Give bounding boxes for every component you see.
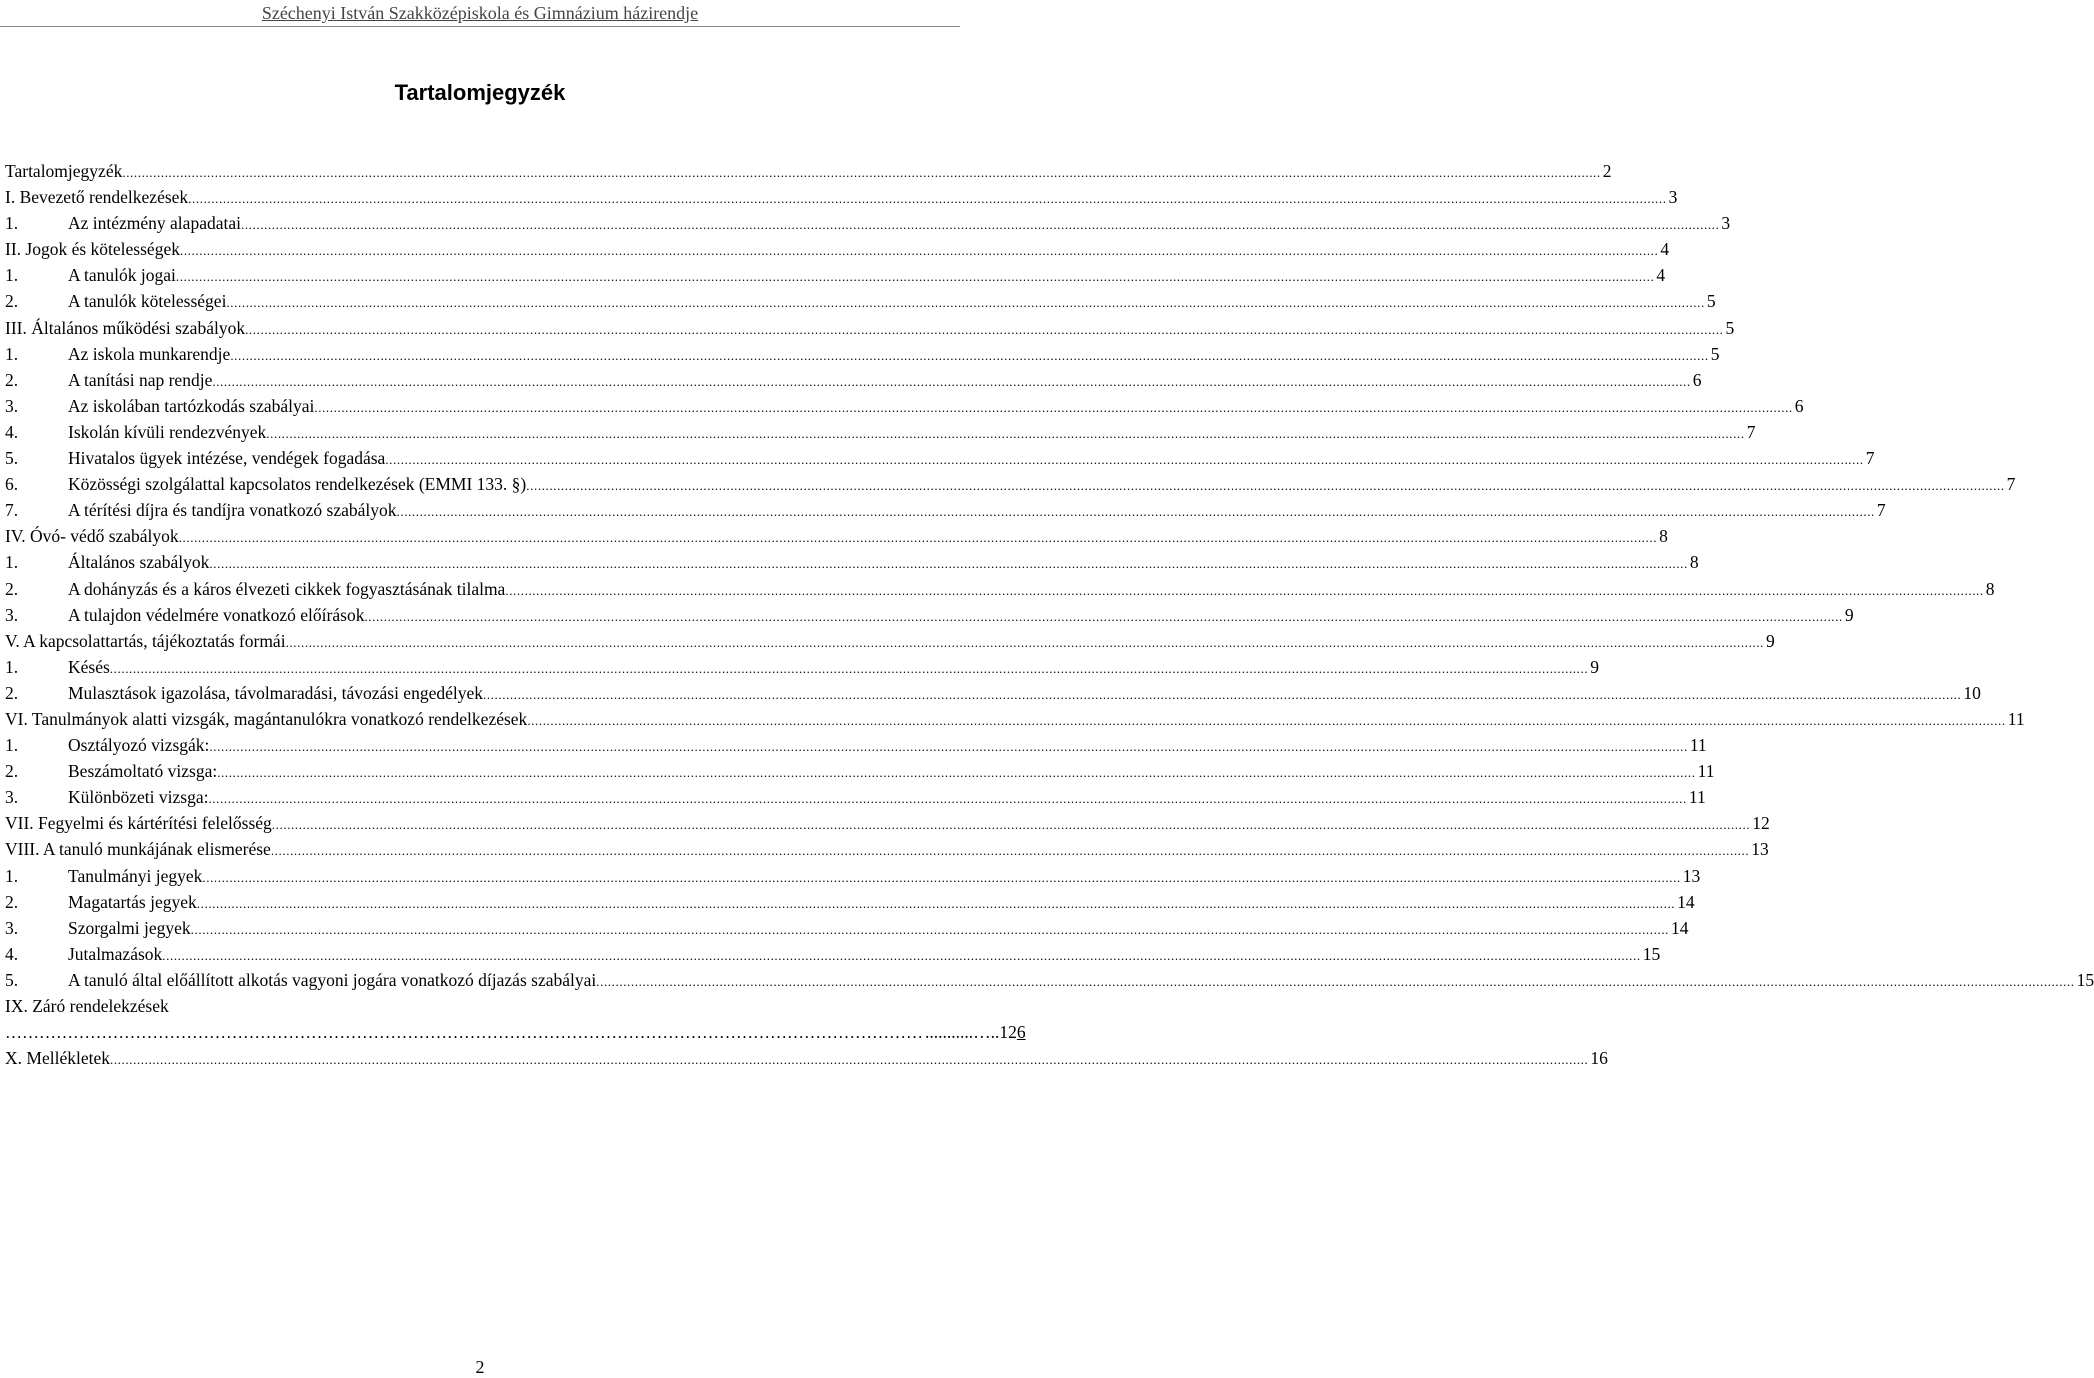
toc-page-prefix: ...........…..12: [925, 1022, 1017, 1043]
toc-entry-label: Szorgalmi jegyek: [68, 917, 191, 938]
toc-entry-label: A tanulók jogai: [68, 265, 176, 286]
toc-entry-number: 2.: [5, 578, 19, 599]
toc-entry-page: 6: [1692, 369, 1702, 390]
toc-leader-dots: [266, 421, 1744, 447]
toc-entry-label: Tanulmányi jegyek: [68, 865, 203, 886]
toc-entry-label: VI. Tanulmányok alatti vizsgák, magántanulókra vonatkozó rendelkezések: [5, 708, 528, 729]
toc-entry[interactable]: [5, 497, 1886, 523]
toc-entry-number: 1.: [5, 213, 19, 234]
toc-entry-number: 4.: [5, 943, 19, 964]
toc-entry[interactable]: [5, 680, 1981, 706]
toc-entry-number: 2.: [5, 891, 19, 912]
toc-entry[interactable]: [5, 602, 1854, 628]
toc-entry-page: 16: [1590, 1048, 1608, 1069]
toc-entry-number: 1.: [5, 656, 19, 677]
toc-entry-label: V. A kapcsolattartás, tájékoztatás formái: [5, 630, 286, 651]
page-number: 2: [475, 1357, 485, 1377]
toc-leader-dots: [176, 264, 1654, 290]
toc-entry-page: 10: [1963, 682, 1981, 703]
toc-entry-number: 3.: [5, 395, 19, 416]
toc-leader-dots: [483, 682, 1961, 708]
toc-leader-dots: [314, 395, 1792, 421]
toc-leader-dots: [527, 708, 2005, 734]
toc-entry[interactable]: [5, 367, 1702, 393]
toc-entry-label: Hivatalos ügyek intézése, vendégek fogadása: [68, 448, 386, 469]
toc-entry[interactable]: [5, 471, 2016, 497]
toc-leader-dots: [364, 604, 1842, 630]
toc-entry-page: 8: [1689, 552, 1699, 573]
toc-entry[interactable]: [5, 993, 857, 1019]
toc-leader-dots: [286, 630, 1764, 656]
toc-entry-label: Beszámoltató vizsga:: [68, 761, 218, 782]
toc-entry[interactable]: [5, 706, 2025, 732]
toc-leader-dots: [188, 186, 1666, 212]
toc-entry[interactable]: [5, 549, 1699, 575]
toc-entry-page: 3: [1668, 187, 1678, 208]
toc-entry-label: A tanulók kötelességei: [68, 291, 227, 312]
toc-entry[interactable]: [5, 836, 1769, 862]
toc-entry-page: 12: [1752, 813, 1770, 834]
toc-entry-page: 4: [1656, 265, 1666, 286]
toc-entry-label: Általános szabályok: [68, 552, 210, 573]
toc-entry[interactable]: [5, 1045, 1608, 1071]
toc-title: Tartalomjegyzék: [394, 80, 566, 105]
toc-leader-dots: [226, 290, 1704, 316]
toc-leader-dots: [162, 943, 1640, 969]
toc-entry-page: 14: [1671, 917, 1689, 938]
toc-entry-number: 2.: [5, 761, 19, 782]
toc-entry[interactable]: [5, 915, 1689, 941]
toc-leader-dots: [217, 760, 1695, 786]
toc-entry[interactable]: [5, 758, 1715, 784]
toc-entry-label: A tulajdon védelmére vonatkozó előírások: [68, 604, 365, 625]
toc-entry-page: 15: [1642, 943, 1661, 964]
toc-entry-page: 5: [1706, 291, 1716, 312]
toc-entry-page: 2: [1602, 161, 1612, 181]
toc-entry-page: 14: [1677, 891, 1695, 912]
toc-entry-page: 11: [2007, 708, 2025, 729]
toc-entry-page: 13: [1751, 839, 1769, 860]
toc-leader-dots: [271, 838, 1749, 864]
table-of-contents: [5, 158, 2094, 1071]
toc-entry-label: Közösségi szolgálattal kapcsolatos rendelkezések (EMMI 133. §): [68, 474, 527, 495]
toc-entry-label: Osztályozó vizsgák:: [68, 735, 210, 756]
toc-entry-page: 5: [1725, 317, 1735, 338]
toc-leader-dots: [191, 917, 1669, 943]
toc-entry[interactable]: [5, 967, 2094, 993]
toc-entry[interactable]: [5, 445, 1875, 471]
toc-entry-page: 7: [1876, 500, 1886, 521]
toc-entry[interactable]: [5, 732, 1707, 758]
toc-entry-number: 3.: [5, 604, 19, 625]
toc-entry-page: 9: [1590, 656, 1599, 677]
toc-entry[interactable]: [5, 315, 1735, 341]
toc-leader-dots: [110, 1047, 1588, 1073]
toc-entry[interactable]: [5, 628, 1775, 654]
toc-entry-number: 2.: [5, 291, 19, 312]
toc-entry-number: 5.: [5, 969, 19, 990]
toc-entry-page: [923, 1019, 1026, 1045]
toc-entry[interactable]: [5, 523, 1668, 549]
toc-entry-label: Különbözeti vizsga:: [68, 787, 209, 808]
toc-entry[interactable]: [5, 863, 1701, 889]
toc-entry[interactable]: [5, 784, 1706, 810]
toc-entry-label: II. Jogok és kötelességek: [5, 239, 180, 260]
toc-entry[interactable]: [5, 393, 1804, 419]
toc-entry-page: 11: [1688, 787, 1706, 808]
toc-entry[interactable]: [5, 889, 1695, 915]
toc-leader-dots: [397, 499, 1875, 525]
toc-leader-dots: [272, 812, 1750, 838]
toc-entry-label: Magatartás jegyek: [68, 891, 197, 912]
toc-leader-dots: [596, 969, 2074, 995]
toc-leader-dots: [212, 369, 1690, 395]
toc-entry-label: A tanuló által előállított alkotás vagyoni jogára vonatkozó díjazás szabályai: [68, 969, 597, 990]
toc-entry[interactable]: [5, 184, 1678, 210]
toc-leader-dots: [202, 865, 1680, 891]
toc-entry-number: 3.: [5, 917, 19, 938]
toc-leader-dots: [505, 578, 1983, 604]
toc-leader-dots: [241, 212, 1719, 238]
toc-entry[interactable]: [5, 576, 1995, 602]
toc-entry[interactable]: [5, 236, 1670, 262]
toc-entry-number: 3.: [5, 787, 19, 808]
toc-entry-number: 5.: [5, 448, 19, 469]
toc-leader-dots: [122, 160, 1600, 186]
toc-entry-page: 7: [2006, 474, 2016, 495]
toc-entry-number: 7.: [5, 500, 19, 521]
toc-entry-page: 8: [1659, 526, 1668, 547]
toc-entry-label: X. Mellékletek: [5, 1048, 110, 1069]
toc-entry[interactable]: [5, 941, 1661, 967]
toc-entry-label: Jutalmazások: [68, 943, 163, 964]
toc-entry-label: A dohányzás és a káros élvezeti cikkek fogyasztásának tilalma: [68, 578, 506, 599]
toc-leader-dots: [209, 734, 1687, 760]
toc-entry-number: 2.: [5, 369, 19, 390]
toc-entry-number: 2.: [5, 682, 19, 703]
toc-entry-number: 1.: [5, 343, 19, 364]
toc-entry-label: Iskolán kívüli rendezvények: [68, 421, 267, 442]
toc-entry-number: 4.: [5, 421, 19, 442]
toc-entry-continuation[interactable]: [5, 1019, 1026, 1045]
toc-entry-page: 13: [1682, 865, 1701, 886]
toc-leader-dots: [385, 447, 1863, 473]
toc-page-suffix: 6: [1016, 1022, 1026, 1043]
toc-leader-dots: [180, 238, 1658, 264]
toc-entry-page: 11: [1697, 761, 1715, 782]
toc-entry-number: 6.: [5, 474, 19, 495]
toc-entry-label: Az intézmény alapadatai: [68, 213, 241, 234]
toc-leader-dots: [110, 656, 1588, 682]
toc-entry-page: 11: [1689, 735, 1707, 756]
toc-entry-page: 5: [1710, 343, 1720, 364]
toc-entry[interactable]: [5, 288, 1716, 314]
toc-leader-dots: [179, 525, 1657, 551]
toc-entry-number: 1.: [5, 865, 19, 886]
toc-leader-dots: [526, 473, 2004, 499]
toc-entry-label: VII. Fegyelmi és kártérítési felelősség: [5, 813, 272, 834]
toc-entry-label: Mulasztások igazolása, távolmaradási, távozási engedélyek: [68, 682, 483, 703]
toc-entry-page: 3: [1721, 213, 1731, 234]
toc-entry[interactable]: [5, 210, 1731, 236]
toc-entry-label: Az iskola munkarendje: [68, 343, 231, 364]
toc-entry-label: Késés: [68, 656, 110, 677]
toc-entry[interactable]: [5, 419, 1756, 445]
toc-leader-dots: [208, 786, 1686, 812]
toc-entry-label: Az iskolában tartózkodás szabályai: [68, 395, 315, 416]
toc-leader-dots: [209, 551, 1687, 577]
toc-entry-label: IV. Óvó- védő szabályok: [5, 526, 179, 547]
toc-entry-page: 9: [1765, 630, 1775, 651]
toc-entry-label: A térítési díjra és tandíjra vonatkozó szabályok: [68, 500, 397, 521]
toc-entry-page: 8: [1985, 578, 1995, 599]
toc-entry-label: IX. Záró rendelekzések: [5, 996, 169, 1016]
toc-entry[interactable]: [5, 810, 1770, 836]
toc-entry-label: A tanítási nap rendje: [68, 369, 213, 390]
toc-entry-page: 7: [1865, 448, 1875, 469]
toc-entry-label: VIII. A tanuló munkájának elismerése: [5, 839, 271, 860]
toc-entry[interactable]: [5, 341, 1720, 367]
toc-leader-dots: [197, 891, 1675, 917]
toc-entry-label: I. Bevezető rendelkezések: [5, 187, 189, 208]
running-header: Széchenyi István Szakközépiskola és Gimnázium házirendje: [261, 3, 699, 23]
toc-leader-dots: [5, 1020, 923, 1047]
toc-entry-number: 1.: [5, 552, 19, 573]
toc-entry[interactable]: [5, 158, 1612, 184]
toc-entry-page: 15: [2076, 969, 2094, 990]
toc-entry-page: 9: [1844, 604, 1854, 625]
toc-entry-label: Tartalomjegyzék: [5, 161, 123, 181]
toc-entry-number: 1.: [5, 265, 19, 286]
toc-leader-dots: [245, 317, 1723, 343]
toc-entry-label: III. Általános működési szabályok: [5, 317, 246, 338]
toc-entry-page: 4: [1660, 239, 1670, 260]
toc-entry-page: 7: [1746, 421, 1756, 442]
toc-entry[interactable]: [5, 654, 1599, 680]
header-divider: [0, 26, 960, 27]
toc-leader-dots: [230, 343, 1708, 369]
toc-entry-number: 1.: [5, 735, 19, 756]
toc-entry[interactable]: [5, 262, 1666, 288]
toc-entry-page: 6: [1794, 395, 1804, 416]
